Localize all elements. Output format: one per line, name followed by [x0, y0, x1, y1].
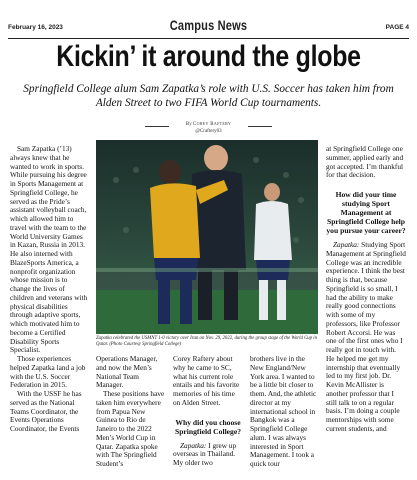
- paragraph: brothers live in the New England/New York area. I wanted to be a little bit closer to them. And, the athletic director at my international school in Bangkok was a Springfield College alum. I was always interested in Sport Management. I took a quick tour: [250, 354, 317, 468]
- photo-illustration: [96, 140, 318, 334]
- paragraph: at Springfield College one summer, applied early and got accepted. I’m thankful for that decision.: [326, 144, 404, 180]
- paragraph: [326, 241, 406, 434]
- photo-caption: Zapatka celebrated the USMNT 1-0 victory over Iran on Nov. 29, 2022, during the group stage of the World Cup in Qatar. (Photo Courtesy Springfield College): [96, 336, 318, 347]
- issue-date: February 16, 2023: [8, 24, 63, 31]
- byline-prefix: By: [185, 122, 192, 127]
- answer-text: I grew up overseas in Thailand. My older two: [173, 440, 237, 467]
- column-2: [96, 355, 166, 469]
- paragraph: With the USSF he has served as the National Teams Coordinator, the Events Operations Coordinator, the Events: [10, 389, 82, 433]
- paragraph: Sam Zapatka (’13) always knew that he wanted to work in sports. While pursuing his degree in Sports Management at Springfield College, he served as the Pride’s assistant volleyball coach, which allowed him to travel with the team to the World University Games in Kazan, Russia in 2013. He also interned with BlazeSports America, a nonprofit organization whose mission is to change the lives of children and veterans with physical disabilities through adaptive sports, which motivated him to become a Certified Disability Sports Specialist.: [10, 144, 88, 355]
- paragraph: These positions have taken him everywhere from Papua New Guinea to Rio de Janeiro to the 2022 Men’s World Cup in Qatar. Zapatka spoke with The Springfield Student’s: [96, 389, 165, 468]
- headline: Kickin’ it around the globe: [56, 40, 361, 73]
- deck: Springfield College alum Sam Zapatka’s role with U.S. Soccer has taken him from Alden Street to two FIFA World Cup tournaments.: [23, 83, 394, 109]
- answer-label: Zapatka:: [333, 240, 360, 249]
- byline: [0, 121, 417, 135]
- page-header: [8, 18, 409, 39]
- answer-label: Zapatka:: [180, 440, 207, 450]
- paragraph: [173, 442, 243, 468]
- question-heading: Why did you choose Springfield College?: [174, 417, 242, 436]
- article-photo: [96, 140, 318, 334]
- column-1: [10, 145, 89, 434]
- byline-author: Corey Raftery: [193, 122, 232, 127]
- column-3: [173, 355, 243, 468]
- byline-handle: @Craftery03: [195, 129, 222, 134]
- paragraph: Corey Raftery about why he came to SC, what his current role entails and his favorite memories of his time on Alden Street.: [173, 354, 240, 407]
- column-4: [250, 355, 318, 469]
- paragraph: Operations Manager, and now the Men’s National Team Manager.: [96, 354, 158, 390]
- answer-text: Studying Sport Management at Springfield College was an incredible experience. I think the best thing is that, because Springfield is so small, I had the ability to make really good connections with some of my professors, like Professor Robert Accorsi. He was one of the first ones who I really got in touch with. He helped me get my internship that eventually led to my first job. Dr. Kevin McAllister is another professor that I still talk to on a regular basis. I’m doing a couple mentorships with some current students, and: [326, 240, 406, 433]
- section-title: Campus News: [169, 18, 248, 33]
- question-heading: How did your time studying Sport Management at Springfield College help you pursue your career?: [326, 190, 406, 235]
- column-5: [326, 145, 406, 434]
- paragraph: Those experiences helped Zapatka land a job with the U.S. Soccer Federation in 2015.: [10, 354, 86, 390]
- page-number: PAGE 4: [385, 24, 409, 31]
